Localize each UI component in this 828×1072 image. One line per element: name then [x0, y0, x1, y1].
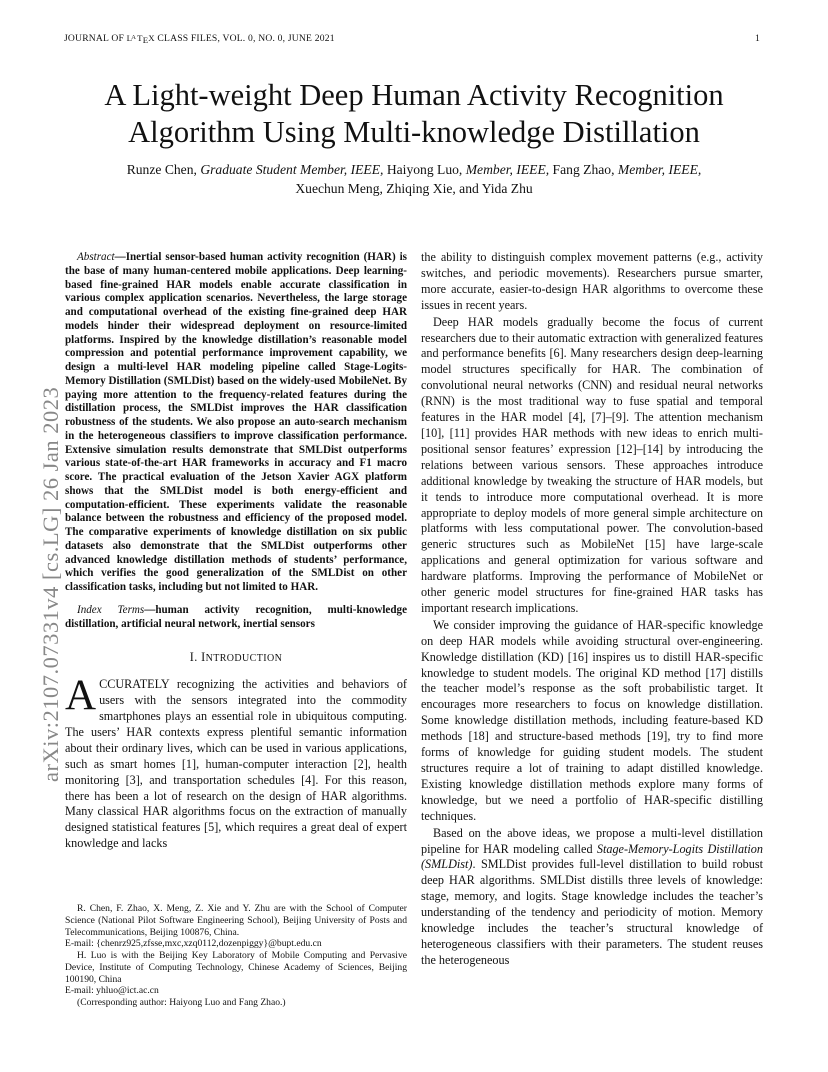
right-column — [421, 250, 763, 969]
intro-paragraph: ACCURATELY recognizing the activities and behaviors of users with the sensors integrated into the commodity smartphones plays an essential role in ubiquitous computing. The users’ HAR contexts express plentiful semantic information about their ordinary lives, which can be used in various applications, such as smart homes [1], human-computer interaction [2], health monitoring [3], and transportation schedules [4]. For this reason, there has been a lot of research on the design of HAR algorithms. Many classical HAR algorithms focus on the extraction of manually designed statistical features [5], which requires a great deal of expert knowledge and lacks — [65, 672, 407, 851]
left-column — [65, 251, 407, 852]
body-paragraph: the ability to distinguish complex movement patterns (e.g., activity switches, and periodic movements). Researchers pursue smarter, more accurate, easier-to-design HAR algorithms to overcome these issues in recent years. — [421, 250, 763, 312]
arxiv-stamp: arXiv:2107.07331v4 [cs.LG] 26 Jan 2023 — [38, 386, 63, 782]
footnotes — [65, 903, 407, 1009]
body-paragraph: We consider improving the guidance of HAR-specific knowledge on deep HAR models while avoiding structural over-engineering. Knowledge distillation (KD) [16] inspires us to distill HAR-specific knowledge to student models. The original KD method [17] distills the teacher model’s response as the soft probabilistic target. It encourages more researchers to focus on knowledge distillation. Some knowledge distillation methods, including feature-based KD methods [18] and structure-based methods [19], try to find more forms of knowledge for guiding student models. The student structures require a lot of training to adapt distilled knowledge. Existing knowledge distillation methods explore many forms of knowledge, but we need a portfolio of HAR-specific distilling techniques. — [421, 617, 763, 823]
paper-title — [64, 77, 764, 151]
page-number: 1 — [755, 33, 760, 44]
abstract: Abstract—Inertial sensor-based human activity recognition (HAR) is the base of many human-centered mobile applications. Deep learning-based fine-grained HAR models enable accurate classification in various complex application scenarios. Nevertheless, the large storage and computational overhead of the existing fine-grained deep HAR models hinder their widespread deployment on resource-limited platforms. Inspired by the knowledge distillation’s reasonable model compression and potential performance improvement capability, we design a multi-level HAR modeling pipeline called Stage-Logits-Memory Distillation (SMLDist) based on the widely-used MobileNet. By paying more attention to the frequency-related features during the distillation process, the SMLDist improves the HAR classification robustness of the students. We also propose an auto-search mechanism in the heterogeneous classifiers to improve classification performance. Extensive simulation results demonstrate that SMLDist outperforms various state-of-the-art HAR frameworks in accuracy and F1 macro score. The practical evaluation of the Jetson Xavier AGX platform shows that the SMLDist model is both energy-efficient and computation-efficient. These experiments validate the reasonable balance between the robustness and efficiency of the proposed model. The comparative experiments of knowledge distillation on six public datasets also demonstrate that the SMLDist outperforms other advanced knowledge distillation methods of students’ performance, which verifies the good generalization of the SMLDist on other classification tasks, including but not limited to HAR. — [65, 251, 407, 593]
running-header: JOURNAL OF $L^ATEX$ CLASS FILES, VOL. 0, NO. 0, JUNE 2021 — [64, 33, 335, 45]
author-list — [64, 160, 764, 198]
title-line-2: Algorithm Using Multi-knowledge Distillation — [128, 115, 700, 149]
footnote-email-2: E-mail: yhluo@ict.ac.cn — [65, 985, 159, 997]
authors-line-2: Xuechun Meng, Zhiqing Xie, and Yida Zhu — [295, 181, 533, 196]
authors-line-1: Runze Chen, Graduate Student Member, IEEE, Haiyong Luo, Member, IEEE, Fang Zhao, Member, IEEE, — [126, 162, 702, 177]
index-terms: Index Terms—human activity recognition, multi-knowledge distillation, artificial neural network, inertial sensors — [65, 603, 407, 630]
section-heading: I. INTRODUCTION — [189, 650, 283, 665]
footnote-affiliation-1: R. Chen, F. Zhao, X. Meng, Z. Xie and Y. Zhu are with the School of Computer Science (National Pilot Software Engineering School), Beijing University of Posts and Telecommunications, Beijing 100876, China. — [65, 903, 407, 938]
footnote-corresponding: (Corresponding author: Haiyong Luo and Fang Zhao.) — [77, 997, 286, 1008]
footnote-email-1: E-mail: {chenrz925,zfsse,mxc,xzq0112,dozenpiggy}@bupt.edu.cn — [65, 938, 322, 950]
footnote-affiliation-2: H. Luo is with the Beijing Key Laboratory of Mobile Computing and Pervasive Device, Institute of Computing Technology, Chinese Academy of Sciences, Beijing 100190, China — [65, 950, 407, 985]
body-paragraph: Deep HAR models gradually become the focus of current researchers due to their automatic extraction with generalized features and performance benefits [6]. Many researchers design deep-learning model structures specifically for HAR. The combination of convolutional neural networks (CNN) and residual neural networks (RNN) is the most traditional way to fuse spatial and temporal features in the HAR model [4], [7]–[9]. The attention mechanism [10], [11] provides HAR methods with new ideas to enrich multi-positional sensor features’ expression [12]–[14] by introducing the relations between various sensors. These approaches introduce additional knowledge by tweaking the structure of HAR models, but it tends to introduce more computational overhead. It is more appropriate to deploy models of more general simple architecture on platforms with less computational power. The convolution-based generic structures such as MobileNet [15] have large-scale applications and general optimization for various software and hardware platforms. Improving the performance of MobileNet or other generic model structures for fine-grained HAR tasks has important research implications. — [421, 314, 763, 615]
body-paragraph: Based on the above ideas, we propose a multi-level distillation pipeline for HAR modeling called Stage-Memory-Logits Distillation (SMLDist). SMLDist provides full-level distillation to build robust deep HAR algorithms. SMLDist distills three levels of knowledge: stage, memory, and logits. Stage knowledge includes the teacher’s understanding of the tendency and periodicity of motion. Memory knowledge includes the teacher’s structural knowledge of heterogeneous classifiers with their parameters. The student reuses the heterogeneous — [421, 825, 763, 967]
latex-logo: $L^ATEX$ — [126, 33, 155, 45]
drop-cap: A — [65, 672, 97, 720]
title-line-1: A Light-weight Deep Human Activity Recognition — [104, 78, 724, 112]
